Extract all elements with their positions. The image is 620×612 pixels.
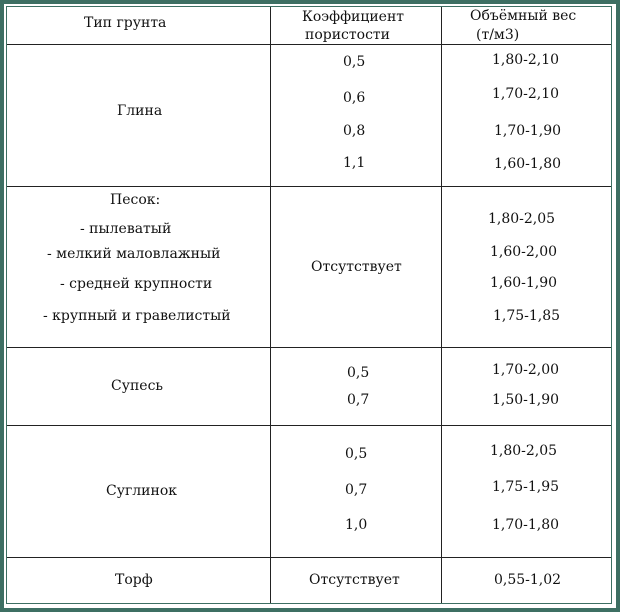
row-sand-weight-3: 1,60-1,90 — [490, 275, 558, 291]
header-porosity-line2: пористости — [305, 27, 390, 43]
row-divider-4 — [7, 557, 611, 558]
row-sand-weight-4: 1,75-1,85 — [493, 308, 561, 324]
row-sandy-loam-soil: Супесь — [111, 378, 164, 394]
header-porosity-line1: Коэффициент — [302, 9, 405, 25]
row-peat-soil: Торф — [115, 572, 153, 588]
row-sandy-loam-weight-1: 1,70-2,00 — [492, 362, 560, 378]
row-loam-weight-2: 1,75-1,95 — [492, 479, 560, 495]
row-sand-title: Песок: — [110, 192, 161, 208]
row-peat-porosity: Отсутствует — [309, 572, 400, 588]
row-divider-1 — [7, 186, 611, 187]
col-divider-1 — [270, 7, 271, 603]
header-weight-line2: (т/м3) — [476, 27, 520, 43]
row-clay-porosity-1: 0,5 — [343, 54, 366, 70]
row-sandy-loam-porosity-1: 0,5 — [347, 365, 370, 381]
row-sand-sub-1: - пылеватый — [80, 221, 172, 237]
row-peat-weight: 0,55-1,02 — [494, 572, 562, 588]
row-loam-porosity-3: 1,0 — [345, 517, 368, 533]
row-loam-weight-3: 1,70-1,80 — [492, 517, 560, 533]
row-clay-porosity-4: 1,1 — [343, 155, 366, 171]
row-clay-porosity-3: 0,8 — [343, 123, 366, 139]
row-loam-porosity-2: 0,7 — [345, 482, 368, 498]
row-sand-sub-3: - средней крупности — [60, 276, 213, 292]
row-clay-weight-4: 1,60-1,80 — [494, 156, 562, 172]
row-sand-sub-4: - крупный и гравелистый — [43, 308, 231, 324]
header-soil-type: Тип грунта — [84, 15, 167, 31]
row-clay-weight-1: 1,80-2,10 — [492, 52, 560, 68]
row-divider-2 — [7, 347, 611, 348]
row-sandy-loam-porosity-2: 0,7 — [347, 392, 370, 408]
row-loam-weight-1: 1,80-2,05 — [490, 443, 558, 459]
row-loam-soil: Суглинок — [106, 483, 178, 499]
col-divider-2 — [441, 7, 442, 603]
row-loam-porosity-1: 0,5 — [345, 446, 368, 462]
row-sand-porosity: Отсутствует — [311, 259, 402, 275]
row-clay-weight-3: 1,70-1,90 — [494, 123, 562, 139]
row-sand-weight-2: 1,60-2,00 — [490, 244, 558, 260]
row-sand-weight-1: 1,80-2,05 — [488, 211, 556, 227]
header-weight-line1: Объёмный вес — [470, 8, 577, 24]
row-clay-porosity-2: 0,6 — [343, 90, 366, 106]
row-sandy-loam-weight-2: 1,50-1,90 — [492, 392, 560, 408]
row-divider-3 — [7, 425, 611, 426]
row-divider-header — [7, 44, 611, 45]
row-clay-weight-2: 1,70-2,10 — [492, 86, 560, 102]
row-clay-soil: Глина — [117, 103, 163, 119]
row-sand-sub-2: - мелкий маловлажный — [47, 246, 221, 262]
